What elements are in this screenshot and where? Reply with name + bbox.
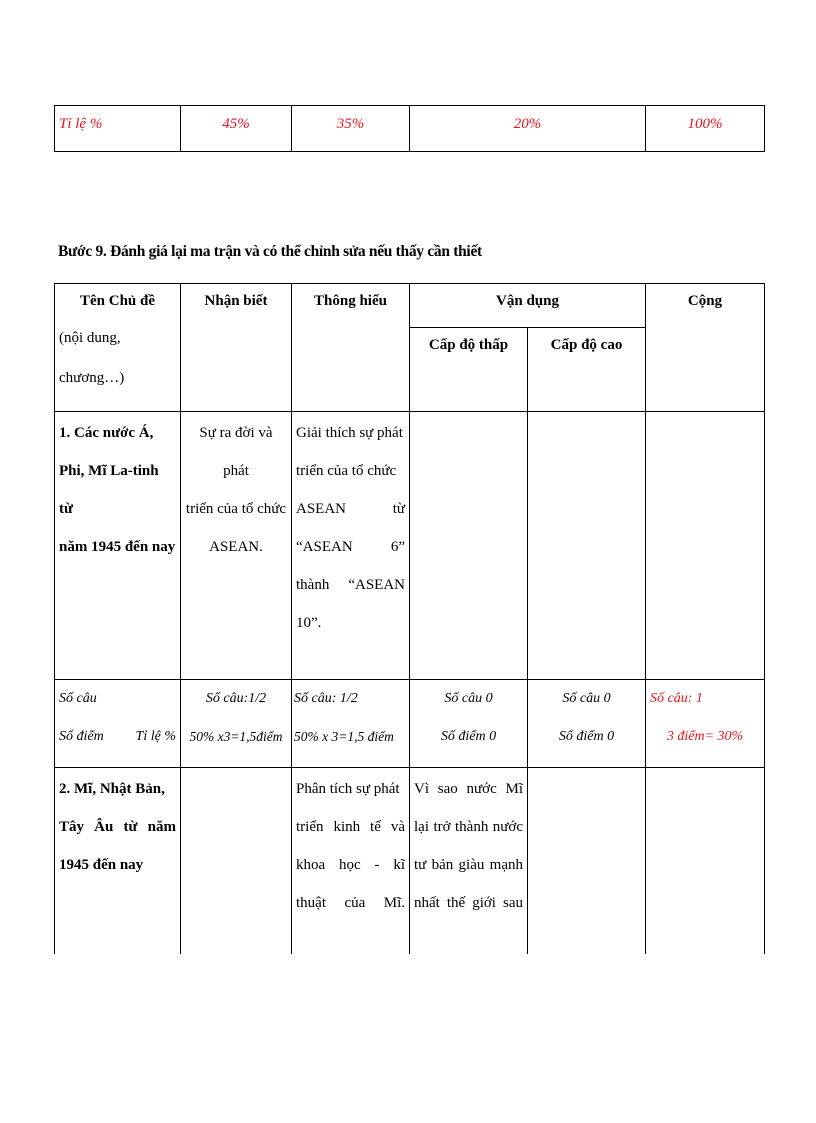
ratio-understand: 35% [292,106,410,152]
score-understand-questions: Số câu: 1/2 [294,691,358,706]
topic-1-name-cell [55,412,181,680]
topic-2-apply-high-cell [528,768,646,954]
topic-1-apply-low-cell [410,412,528,680]
topic-2-apply-low-line-4: nhất thế giới sau [414,895,523,911]
score-apply-low-questions: Số câu 0 [444,691,493,706]
topic-1-recognize-line-2: triển của tổ chức [185,501,287,517]
topic-1-name-line-3: năm 1945 đến nay [59,539,176,555]
header-topic-sub-2: chương…) [59,370,125,386]
header-apply-high: Cấp độ cao [528,328,646,412]
topic-1-understand-line-5a: thành [296,577,330,593]
score-label-questions: Số câu [59,691,97,706]
score-recognize-points: 50% x3=1,5điểm [189,729,283,744]
topic-2-apply-low-line-2: lại trở thành nước [414,819,523,835]
topic-1-name-line-1: 1. Các nước Á, [59,425,154,441]
topic-1-row [55,412,765,680]
topic-1-score-row [55,680,765,768]
ratio-apply: 20% [410,106,646,152]
score-understand-cell [292,680,410,768]
ratio-summary-table [54,105,765,152]
header-apply-low: Cấp độ thấp [410,328,528,412]
score-apply-low-points: Số điểm 0 [440,729,497,744]
score-label-cell [55,680,181,768]
score-total-cell [646,680,765,768]
topic-1-understand-line-4a: “ASEAN [296,539,353,555]
score-recognize-questions: Số câu:1/2 [205,691,267,706]
topic-2-apply-low-line-1: Vì sao nước Mĩ [414,781,523,797]
topic-2-row [55,768,765,954]
score-apply-high-points: Số điểm 0 [558,729,615,744]
topic-2-name-line-2: Tây Âu từ năm [59,819,176,835]
topic-2-understand-cell [292,768,410,954]
score-understand-points: 50% x 3=1,5 điểm [294,729,394,744]
score-label-points-row [59,718,176,756]
header-topic: Tên Chủ đề [79,293,156,309]
topic-1-understand-line-6: 10”. [296,615,322,631]
score-total-points: 3 điểm= 30% [666,729,744,744]
topic-1-understand-line-3a: ASEAN [296,501,347,517]
topic-1-apply-high-cell [528,412,646,680]
topic-2-understand-line-4: thuật của Mĩ. [296,895,405,911]
matrix-header-row-1 [55,284,765,328]
header-topic-cell [55,284,181,412]
topic-1-recognize-line-3: ASEAN. [209,539,263,555]
header-apply: Vận dụng [410,284,646,328]
header-total: Cộng [646,284,765,412]
topic-2-recognize-cell [181,768,292,954]
topic-2-total-cell [646,768,765,954]
score-total-questions: Số câu: 1 [650,691,703,706]
topic-1-recognize-cell [181,412,292,680]
score-recognize-cell [181,680,292,768]
topic-1-total-cell [646,412,765,680]
topic-1-understand-line-5 [296,566,405,604]
topic-1-understand-line-2: triển của tổ chức [296,463,397,479]
ratio-total: 100% [646,106,765,152]
topic-1-understand-line-4 [296,528,405,566]
topic-2-understand-line-1: Phân tích sự phát [296,781,400,797]
topic-2-name-line-3: 1945 đến nay [59,857,144,873]
score-label-ratio: Tỉ lệ % [135,729,176,744]
score-apply-low-cell [410,680,528,768]
score-apply-high-cell [528,680,646,768]
score-label-points: Số điểm [59,729,104,744]
topic-2-understand-line-3: khoa học - kĩ [296,857,405,873]
topic-1-understand-line-3 [296,490,405,528]
topic-1-understand-line-5b: “ASEAN [348,577,405,593]
score-apply-high-questions: Số câu 0 [562,691,611,706]
topic-1-name-line-2: Phi, Mĩ La-tinh từ [59,463,159,517]
header-recognize: Nhận biết [181,284,292,412]
topic-1-understand-cell [292,412,410,680]
topic-1-understand-line-4b: 6” [390,539,405,555]
ratio-row [55,106,765,152]
topic-2-name-line-1: 2. Mĩ, Nhật Bản, [59,781,165,797]
topic-2-understand-line-2: triển kinh tế và [296,819,405,835]
topic-1-understand-line-3b: từ [392,501,405,517]
topic-2-apply-low-line-3: tư bản giàu mạnh [414,857,523,873]
ratio-recognize: 45% [181,106,292,152]
topic-2-apply-low-cell [410,768,528,954]
header-topic-sub-1: (nội dung, [59,330,121,346]
topic-1-understand-line-1: Giải thích sự phát [296,425,403,441]
topic-2-name-cell [55,768,181,954]
ratio-label: Tỉ lệ % [55,106,181,152]
assessment-matrix-table [54,283,765,954]
topic-1-recognize-line-1: Sự ra đời và phát [199,425,273,479]
header-understand: Thông hiểu [292,284,410,412]
step-9-heading: Bước 9. Đánh giá lại ma trận và có thể chỉnh sửa nếu thấy cần thiết [58,243,482,260]
